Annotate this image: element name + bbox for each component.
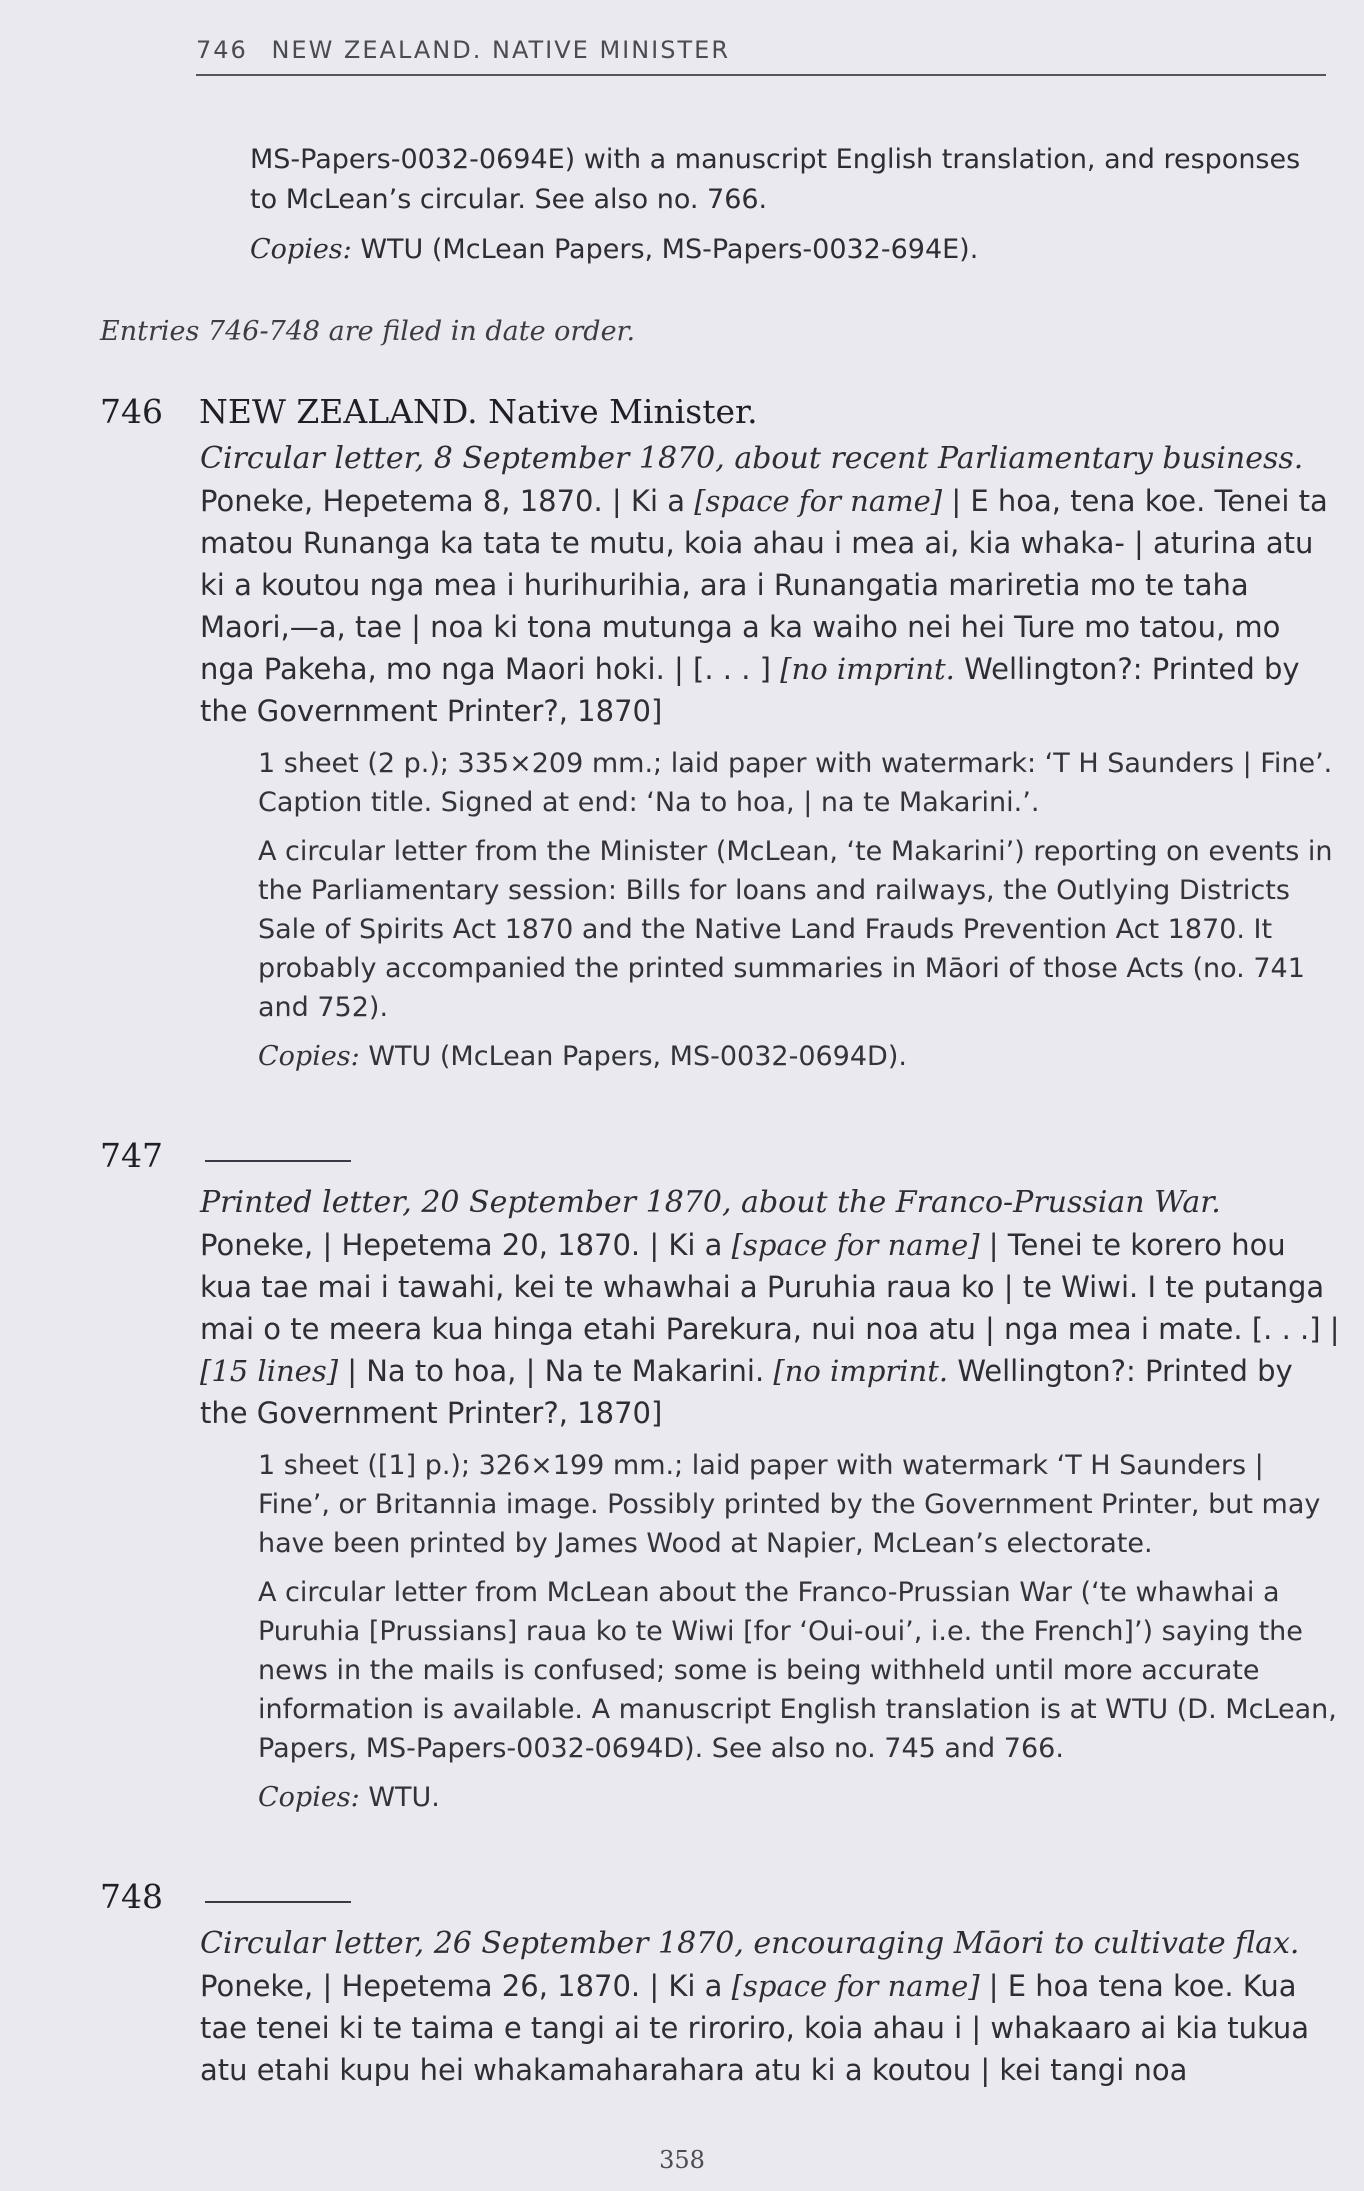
imprint-note: [no imprint. — [780, 652, 955, 686]
entry-747 — [100, 1136, 1340, 1827]
entry-header — [100, 392, 1340, 438]
entry-copies — [258, 1778, 1340, 1817]
imprint-text: Wellington?: Printed by the Government Printer?, 1870] — [200, 652, 1300, 728]
filing-note: Entries 746-748 are filed in date order. — [100, 316, 636, 347]
entry-heading: NEW ZEALAND. Native Minister. — [199, 392, 758, 431]
entry-748 — [100, 1877, 1340, 2091]
page-folio: 358 — [659, 2146, 705, 2174]
entry-title: Circular letter, 26 September 1870, encouraging Māori to cultivate flax. — [200, 1926, 1300, 1961]
copies-value: WTU. — [368, 1782, 440, 1813]
running-head-title: NEW ZEALAND. NATIVE MINISTER — [271, 36, 730, 64]
copies-label: Copies: — [258, 1041, 360, 1072]
entry-note: A circular letter from the Minister (McLean, ‘te Makarini’) reporting on events in the Parliamentary session: Bills for loans and railways, the Outlying Districts Sale of Spirits Act 1870 and the Native Land Frauds Prevention Act 1870. It probably accompanied the printed summaries in Māori of those Acts (no. 741 and 752). — [258, 836, 1333, 1023]
entry-number: 748 — [100, 1877, 163, 1916]
entry-notes — [258, 744, 1340, 1076]
running-head-page-number: 746 — [196, 36, 248, 64]
entry-transcription — [200, 1965, 1340, 2091]
transcription-text: Poneke, Hepetema 8, 1870. | Ki a — [200, 484, 685, 518]
ditto-heading-rule — [205, 1160, 351, 1162]
transcription-text: | Na to hoa, | Na te Makarini. — [347, 1354, 765, 1388]
transcription-text: Poneke, | Hepetema 20, 1870. | Ki a — [200, 1228, 723, 1262]
physical-description: 1 sheet ([1] p.); 326×199 mm.; laid paper with watermark ‘T H Saunders | Fine’, or Britannia image. Possibly printed by the Government Printer, but may have been printed by James Wood at Napier, McLean’s electorate. — [258, 1450, 1321, 1559]
entry-header — [100, 1877, 1340, 1923]
entry-746 — [100, 392, 1340, 1086]
editorial-bracket: [space for name] — [731, 1969, 980, 2003]
entry-body — [200, 1923, 1340, 2091]
imprint-text: Wellington?: Printed by the Government Printer?, 1870] — [200, 1354, 1293, 1430]
entry-title: Printed letter, 20 September 1870, about the Franco-Prussian War. — [200, 1185, 1221, 1220]
editorial-bracket: [15 lines] — [200, 1354, 339, 1388]
entry-transcription — [200, 1224, 1340, 1434]
entry-number: 746 — [100, 392, 163, 431]
copies-label: Copies: — [250, 234, 352, 265]
entry-number: 747 — [100, 1136, 163, 1175]
physical-description: 1 sheet (2 p.); 335×209 mm.; laid paper with watermark: ‘T H Saunders | Fine’. Caption title. Signed at end: ‘Na to hoa, | na te Makarini.’. — [258, 748, 1333, 818]
editorial-bracket: [space for name] — [694, 484, 943, 518]
copies-value: WTU (McLean Papers, MS-Papers-0032-694E). — [360, 234, 979, 265]
entry-transcription — [200, 480, 1340, 732]
entry-header — [100, 1136, 1340, 1182]
ditto-heading-rule — [205, 1901, 351, 1903]
entry-body — [200, 438, 1340, 1076]
transcription-text: | E hoa, tena koe. Tenei ta matou Runanga ka tata te mutu, koia ahau i mea ai, kia whaka- | aturina atu ki a koutou nga mea i hurihurihia, ara i Runangatia mariretia mo te taha Maori,—a, tae | noa ki tona mutunga a ka waiho nei hei Ture mo tatou, mo nga Pakeha, mo nga Maori hoki. | [. . . ] — [200, 484, 1328, 686]
entry-notes — [258, 1446, 1340, 1817]
copies-value: WTU (McLean Papers, MS-0032-0694D). — [368, 1041, 907, 1072]
copies-label: Copies: — [258, 1782, 360, 1813]
transcription-text: Poneke, | Hepetema 26, 1870. | Ki a — [200, 1969, 723, 2003]
continued-entry-text — [250, 140, 1330, 280]
transcription-text: | E hoa tena koe. Kua tae tenei ki te taima e tangi ai te riroriro, koia ahau i | whakaaro ai kia tukua atu etahi kupu hei whakamaharahara atu ki a koutou | kei tangi noa — [200, 1969, 1310, 2087]
imprint-note: [no imprint. — [773, 1354, 949, 1388]
continued-copies — [250, 230, 1330, 270]
continued-note: MS-Papers-0032-0694E) with a manuscript English translation, and responses to McLean’s circular. See also no. 766. — [250, 144, 1301, 215]
entry-body — [200, 1182, 1340, 1817]
running-head — [196, 36, 1326, 76]
transcription-text: | Tenei te korero hou kua tae mai i tawahi, kei te whawhai a Puruhia raua ko | te Wiwi. I te putanga mai o te meera kua hinga etahi Parekura, nui noa atu | nga mea i mate. [. . .] | — [200, 1228, 1340, 1346]
entry-copies — [258, 1037, 1340, 1076]
entry-note: A circular letter from McLean about the Franco-Prussian War (‘te whawhai a Puruhia [Prussians] raua ko te Wiwi [for ‘Oui-oui’, i.e. the French]’) saying the news in the mails is confused; some is being withheld until more accurate information is available. A manuscript English translation is at WTU (D. McLean, Papers, MS-Papers-0032-0694D). See also no. 745 and 766. — [258, 1577, 1337, 1764]
editorial-bracket: [space for name] — [731, 1228, 980, 1262]
entry-title: Circular letter, 8 September 1870, about recent Parliamentary business. — [200, 441, 1304, 476]
